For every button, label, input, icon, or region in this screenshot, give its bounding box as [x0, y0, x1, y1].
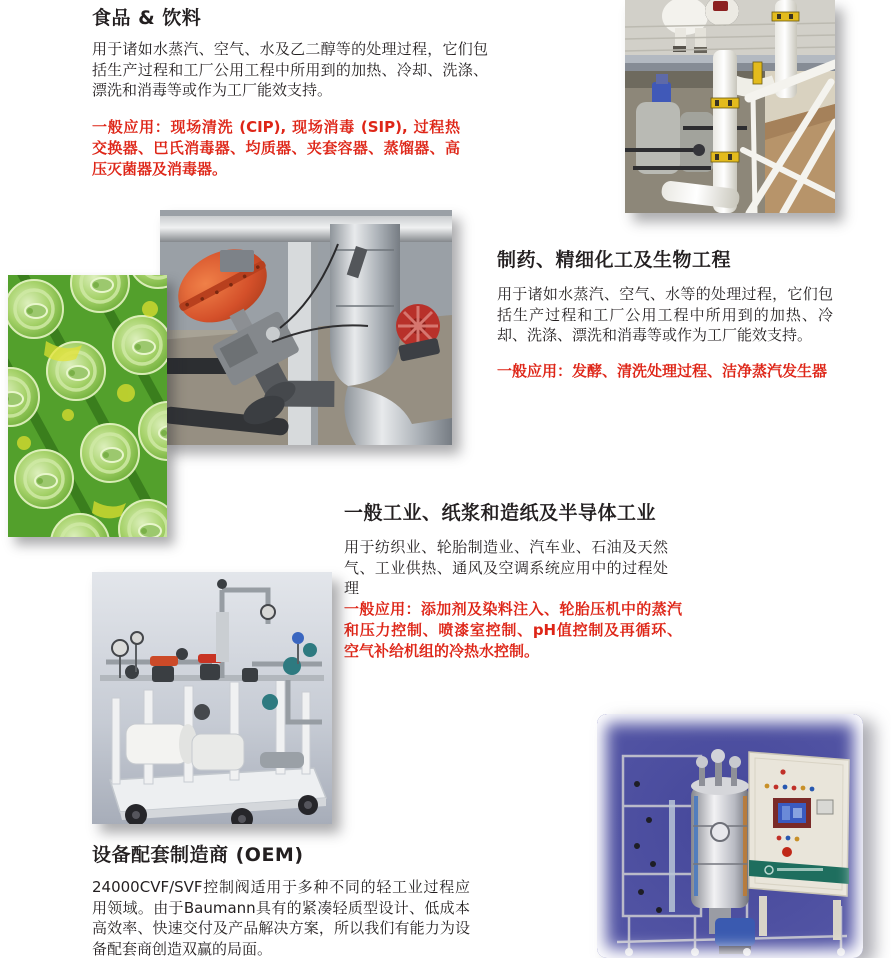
section-body-food-beverage: 用于诸如水蒸汽、空气、水及乙二醇等的处理过程，它们包括生产过程和工厂公用工程中所用到的加热、冷却、洗涤、漂洗和消毒等或作为工厂能效支持。 [92, 40, 488, 99]
green-cans-illustration [8, 275, 167, 537]
section-title-food-beverage: 食品 & 饮料 [92, 7, 202, 29]
section-title-pharma: 制药、精细化工及生物工程 [497, 249, 732, 271]
section-body-pharma: 用于诸如水蒸汽、空气、水等的处理过程，它们包括生产过程和工厂公用工程中所用到的加热、冷却、洗涤、漂洗和消毒等或作为工厂能效支持。 [497, 285, 833, 344]
cleanroom-piping-photo [625, 0, 835, 213]
fermentor-system-photo [597, 714, 863, 958]
section-applications-pharma: 一般应用：发酵、清洗处理过程、洁净蒸汽发生器 [497, 362, 828, 380]
skid-mounted-unit-photo [92, 572, 332, 824]
section-title-oem: 设备配套制造商 (OEM) [92, 844, 304, 866]
control-valve-illustration [160, 210, 452, 445]
control-valve-photo [160, 210, 452, 445]
section-body-oem: 24000CVF/SVF控制阀适用于多种不同的轻工业过程应用领域。由于Baumann具有的紧凑轻质型设计、低成本高效率、快速交付及产品解决方案，所以我们有能力为设备配套商创造双赢的局面。 [92, 878, 470, 958]
section-body-general-industry: 用于纺织业、轮胎制造业、汽车业、石油及天然气、工业供热、通风及空调系统应用中的过程处理 [344, 538, 668, 597]
green-beverage-cans-photo [8, 275, 167, 537]
section-applications-food-beverage: 一般应用：现场清洗 (CIP), 现场消毒 (SIP), 过程热交换器、巴氏消毒器、均质器、夹套容器、蒸馏器、高压灭菌器及消毒器。 [92, 118, 460, 178]
skid-unit-illustration [92, 572, 332, 824]
fermentor-illustration [597, 714, 863, 958]
cleanroom-piping-illustration [625, 0, 835, 213]
section-title-general-industry: 一般工业、纸浆和造纸及半导体工业 [344, 502, 657, 524]
section-applications-general-industry: 一般应用：添加剂及染料注入、轮胎压机中的蒸汽和压力控制、喷漆室控制、pH值控制及再循环、空气补给机组的冷热水控制。 [344, 600, 682, 660]
